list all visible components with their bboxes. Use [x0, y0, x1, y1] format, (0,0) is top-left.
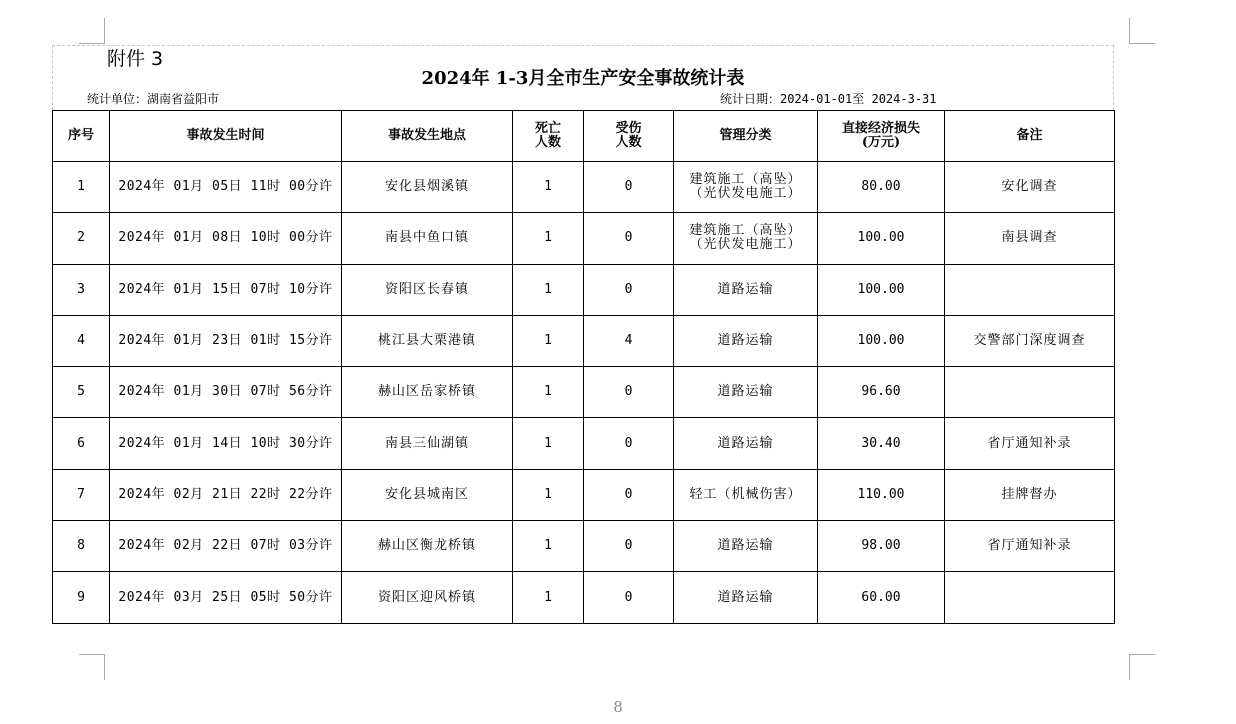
cell-category — [674, 367, 818, 418]
cell-deaths: 1 — [513, 213, 584, 264]
category-line: 道路运输 — [717, 384, 774, 400]
cell-loss: 80.00 — [818, 162, 945, 213]
cell-note: 南县调查 — [945, 213, 1115, 264]
cell-category — [674, 213, 818, 264]
crop-mark-top-left — [79, 18, 105, 44]
cell-loss: 98.00 — [818, 521, 945, 572]
cell-injuries: 0 — [584, 162, 674, 213]
column-header — [110, 111, 342, 162]
cell-time: 2024年 01月 05日 11时 00分许 — [110, 162, 342, 213]
category-line: 轻工（机械伤害） — [689, 486, 802, 502]
cell-note: 省厅通知补录 — [945, 521, 1115, 572]
cell-deaths: 1 — [513, 418, 584, 469]
attachment-label: 附件 3 — [107, 48, 164, 70]
cell-category — [674, 162, 818, 213]
cell-note — [945, 264, 1115, 315]
cell-injuries: 0 — [584, 418, 674, 469]
cell-deaths: 1 — [513, 367, 584, 418]
cell-place: 赫山区衡龙桥镇 — [342, 521, 513, 572]
cell-loss: 96.60 — [818, 367, 945, 418]
cell-injuries: 4 — [584, 315, 674, 366]
column-header-line: 死亡 — [534, 121, 561, 136]
column-header-line: 序号 — [67, 128, 94, 143]
cell-place: 赫山区岳家桥镇 — [342, 367, 513, 418]
column-header-line: 事故发生时间 — [186, 128, 265, 143]
crop-mark-bottom-left — [79, 654, 105, 680]
cell-number: 1 — [53, 162, 110, 213]
cell-place: 资阳区迎风桥镇 — [342, 572, 513, 623]
column-header — [674, 111, 818, 162]
cell-category — [674, 418, 818, 469]
category-subline: （光伏发电施工） — [689, 186, 802, 202]
column-header-line: 人数 — [534, 135, 561, 150]
category-line: 道路运输 — [717, 281, 774, 297]
cell-category — [674, 572, 818, 623]
crop-mark-bottom-right — [1129, 654, 1155, 680]
column-header — [342, 111, 513, 162]
cell-loss: 110.00 — [818, 469, 945, 520]
cell-deaths: 1 — [513, 315, 584, 366]
table-body — [53, 162, 1115, 624]
cell-category — [674, 521, 818, 572]
table-row — [53, 572, 1115, 623]
table-header-row — [53, 111, 1115, 162]
table-row — [53, 418, 1115, 469]
cell-injuries: 0 — [584, 367, 674, 418]
cell-injuries: 0 — [584, 213, 674, 264]
cell-injuries: 0 — [584, 469, 674, 520]
cell-note: 挂牌督办 — [945, 469, 1115, 520]
column-header — [584, 111, 674, 162]
cell-place: 南县中鱼口镇 — [342, 213, 513, 264]
cell-number: 8 — [53, 521, 110, 572]
cell-place: 安化县城南区 — [342, 469, 513, 520]
cell-place: 南县三仙湖镇 — [342, 418, 513, 469]
column-header — [945, 111, 1115, 162]
cell-loss: 100.00 — [818, 213, 945, 264]
cell-place: 安化县烟溪镇 — [342, 162, 513, 213]
cell-time: 2024年 01月 08日 10时 00分许 — [110, 213, 342, 264]
category-line: 道路运输 — [717, 589, 774, 605]
cell-note — [945, 367, 1115, 418]
table-row — [53, 469, 1115, 520]
table-row — [53, 213, 1115, 264]
document-title: 2024年 1-3月全市生产安全事故统计表 — [421, 68, 745, 89]
cell-injuries: 0 — [584, 572, 674, 623]
page-number: 8 — [613, 698, 623, 716]
cell-injuries: 0 — [584, 264, 674, 315]
cell-number: 6 — [53, 418, 110, 469]
cell-category — [674, 264, 818, 315]
column-header-line: 事故发生地点 — [387, 128, 466, 143]
statistics-date-range: 统计日期：2024-01-01至 2024-3-31 — [720, 92, 937, 106]
cell-time: 2024年 01月 14日 10时 30分许 — [110, 418, 342, 469]
cell-time: 2024年 01月 15日 07时 10分许 — [110, 264, 342, 315]
cell-time: 2024年 01月 30日 07时 56分许 — [110, 367, 342, 418]
cell-deaths: 1 — [513, 469, 584, 520]
cell-number: 5 — [53, 367, 110, 418]
cell-time: 2024年 02月 22日 07时 03分许 — [110, 521, 342, 572]
column-header-line: 人数 — [615, 135, 642, 150]
cell-injuries: 0 — [584, 521, 674, 572]
category-subline: （光伏发电施工） — [689, 237, 802, 253]
cell-loss: 100.00 — [818, 315, 945, 366]
column-header-line: 直接经济损失 — [841, 121, 920, 136]
cell-category — [674, 469, 818, 520]
cell-note: 安化调查 — [945, 162, 1115, 213]
cell-loss: 100.00 — [818, 264, 945, 315]
cell-number: 9 — [53, 572, 110, 623]
column-header — [818, 111, 945, 162]
cell-place: 资阳区长春镇 — [342, 264, 513, 315]
table-row — [53, 162, 1115, 213]
cell-note — [945, 572, 1115, 623]
column-header — [513, 111, 584, 162]
cell-note: 省厅通知补录 — [945, 418, 1115, 469]
cell-loss: 30.40 — [818, 418, 945, 469]
cell-number: 4 — [53, 315, 110, 366]
column-header — [53, 111, 110, 162]
cell-time: 2024年 02月 21日 22时 22分许 — [110, 469, 342, 520]
table-row — [53, 367, 1115, 418]
column-header-line: 管理分类 — [719, 128, 772, 143]
cell-time: 2024年 03月 25日 05时 50分许 — [110, 572, 342, 623]
cell-deaths: 1 — [513, 162, 584, 213]
accident-table — [52, 110, 1115, 624]
table-row — [53, 521, 1115, 572]
category-line: 道路运输 — [717, 435, 774, 451]
cell-deaths: 1 — [513, 264, 584, 315]
category-line: 建筑施工（高坠） — [689, 172, 802, 188]
cell-deaths: 1 — [513, 572, 584, 623]
crop-mark-top-right — [1129, 18, 1155, 44]
column-header-line: (万元) — [861, 135, 901, 150]
category-line: 道路运输 — [717, 538, 774, 554]
cell-number: 7 — [53, 469, 110, 520]
table-row — [53, 264, 1115, 315]
category-line: 道路运输 — [717, 333, 774, 349]
cell-note: 交警部门深度调查 — [945, 315, 1115, 366]
category-line: 建筑施工（高坠） — [689, 223, 802, 239]
cell-number: 3 — [53, 264, 110, 315]
table-row — [53, 315, 1115, 366]
cell-number: 2 — [53, 213, 110, 264]
cell-time: 2024年 01月 23日 01时 15分许 — [110, 315, 342, 366]
cell-place: 桃江县大栗港镇 — [342, 315, 513, 366]
column-header-line: 受伤 — [615, 121, 642, 136]
cell-category — [674, 315, 818, 366]
statistics-unit: 统计单位：湖南省益阳市 — [87, 92, 220, 106]
column-header-line: 备注 — [1016, 128, 1043, 143]
cell-deaths: 1 — [513, 521, 584, 572]
cell-loss: 60.00 — [818, 572, 945, 623]
